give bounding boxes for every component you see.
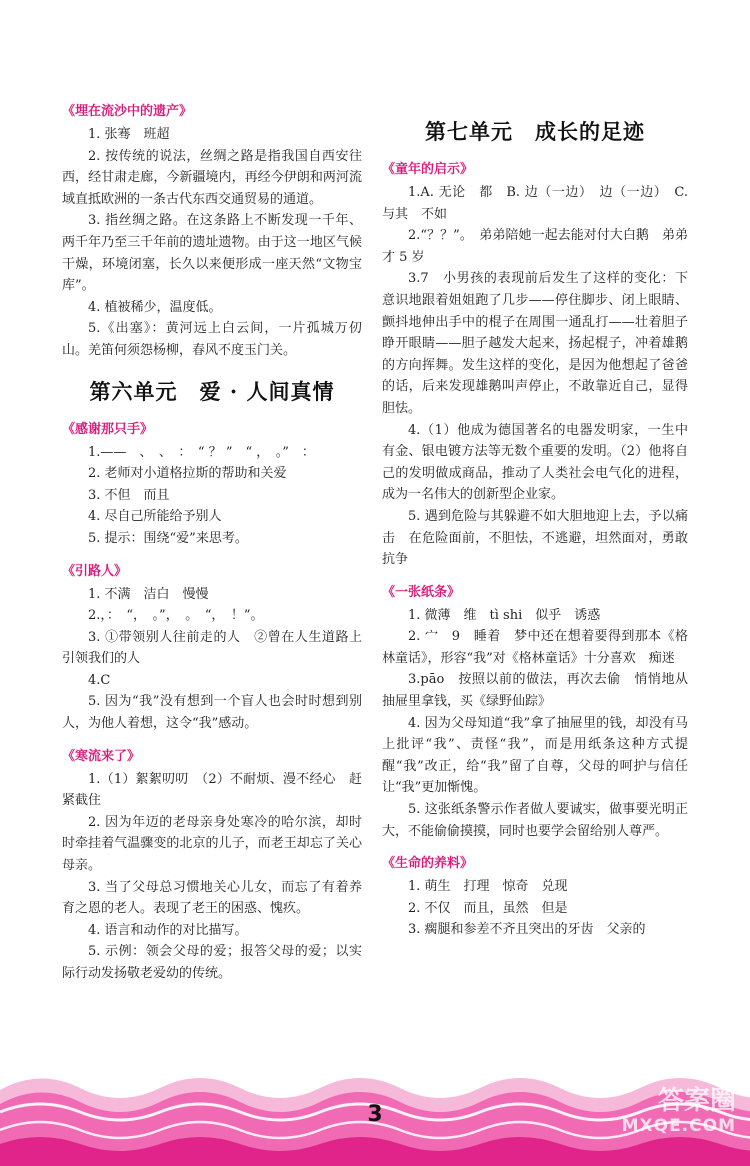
answer-line: 2. 宀 9 睡着 梦中还在想着要得到那本《格林童话》，形容“我”对《格林童话》十分喜欢 痴迷 [382, 629, 688, 666]
answer-line: 4. 植被稀少，温度低。 [88, 299, 222, 315]
answer-line: 1.（1）絮絮叨叨 （2）不耐烦、漫不经心 赶紧截住 [62, 771, 362, 809]
answer-line: 1. 萌生 打理 惊奇 兑现 [408, 879, 568, 895]
section-title: 《一张纸条》 [382, 584, 461, 600]
answer-line: 5. 提示：围绕“爱”来思考。 [88, 530, 248, 546]
answer-line: 1. 张骞 班超 [88, 127, 170, 142]
section-title: 《感谢那只手》 [62, 421, 154, 437]
answer-line: 3.pāo 按照以前的做法，再次去偷 悄悄地从抽屉里拿钱，买《绿野仙踪》 [382, 672, 688, 710]
answer-line: 5.《出塞》：黄河远上白云间，一片孤城万仞山。羌笛何须怨杨柳，春风不度玉门关。 [62, 321, 362, 358]
section-title: 《埋在流沙中的遗产》 [62, 104, 193, 119]
answer-line: 4.C [88, 672, 111, 688]
answer-line: 4. 语言和动作的对比描写。 [88, 922, 248, 938]
page-number: 3 [367, 1102, 383, 1127]
unit-heading: 第七单元 成长的足迹 [425, 119, 645, 144]
answer-line: 2. 因为年迈的老母亲身处寒冷的哈尔滨，却时时牵挂着气温骤变的北京的儿子，而老王却忘了关心母亲。 [62, 814, 362, 874]
answer-line: 3. 不但 而且 [88, 487, 170, 503]
section-title: 《童年的启示》 [382, 162, 474, 177]
unit-heading: 第六单元 爱 · 人间真情 [89, 378, 335, 404]
answer-line: 4. 因为父母知道“我”拿了抽屉里的钱，却没有马上批评“我”、责怪“我”，而是用纸条这种方式提醒“我”改正，给“我”留了自尊，父母的呵护与信任让“我”更加惭愧。 [382, 715, 688, 796]
section-title: 《引路人》 [62, 563, 128, 579]
answer-line: 3. 当了父母总习惯地关心儿女，而忘了有着养育之恩的老人。表现了老王的困惑、愧疚。 [62, 879, 362, 917]
answer-line: 3. 瘸腿和参差不齐且突出的牙齿 父亲的 [408, 922, 646, 938]
watermark-url: MXQE.COM [621, 1116, 736, 1136]
section-gap [382, 571, 688, 583]
answer-line: 5. 这张纸条警示作者做人要诚实，做事要光明正大，不能偷偷摸摸，同时也要学会留给别人尊严。 [382, 802, 688, 839]
section-gap [62, 735, 362, 747]
section-gap [62, 550, 362, 562]
answer-line: 1.—— 、 、 ： “ ？ ” “ ， 。” ： [88, 444, 315, 460]
answer-line: 3. 指丝绸之路。在这条路上不断发现一千年、两千年乃至三千年前的遗址遗物。由于这一地区气候干燥，环境闭塞，长久以来便形成一座天然“文物宝库”。 [62, 213, 362, 294]
answer-line: 5. 因为“我”没有想到一个盲人也会时时想到别人，为他人着想，这令“我”感动。 [62, 694, 362, 732]
section-title: 《生命的养料》 [382, 856, 474, 872]
watermark-logo [622, 1086, 736, 1136]
answer-line: 3. ①带领别人往前走的人 ②曾在人生道路上引领我们的人 [62, 629, 362, 667]
left-column [62, 102, 362, 985]
answer-line: 2.，： “， 。”， 。 “， ！”。 [88, 608, 264, 624]
section-title: 《寒流来了》 [62, 748, 141, 764]
answer-line: 1. 不满 洁白 慢慢 [88, 586, 209, 602]
answer-line: 2. 不仅 而且，虽然 但是 [408, 900, 568, 916]
section-gap [382, 842, 688, 854]
answer-line: 4. 尽自己所能给予别人 [88, 509, 222, 525]
watermark-title: 答案圈 [657, 1086, 736, 1116]
right-column [382, 102, 688, 941]
answer-line: 5. 遇到危险与其躲避不如大胆地迎上去，予以痛击 在危险面前，不胆怯，不逃避，坦然面对，勇敢抗争 [382, 508, 688, 568]
answer-line: 2.“？？”。 弟弟陪她一起去能对付大白鹅 弟弟才 5 岁 [382, 228, 688, 265]
answer-line: 1.A. 无论 都 B. 边（一边） 边（一边） C. 与其 不如 [382, 185, 688, 222]
answer-line: 2. 按传统的说法，丝绸之路是指我国自西安往西，经甘肃走廊，今新疆境内，再经今伊朗和两河流域直抵欧洲的一条古代东西交通贸易的通道。 [62, 148, 362, 207]
answer-line: 2. 老师对小道格拉斯的帮助和关爱 [88, 466, 287, 482]
answer-line: 5. 示例：领会父母的爱；报答父母的爱；以实际行动发扬敬老爱幼的传统。 [62, 944, 362, 981]
answer-line: 1. 微薄 维 tì shi 似乎 诱惑 [408, 607, 601, 623]
answer-line: 3.7 小男孩的表现前后发生了这样的变化：下意识地跟着姐姐跑了几步——停住脚步、闭上眼睛、颤抖地伸出手中的棍子在周围一通乱打——壮着胆子睁开眼睛——胆子越发大起来，扬起棍子，冲着雄鹅的方向挥舞。发生这样的变化，是因为他想起了爸爸的话，后来发现雄鹅叫声停止，不敢靠近自己，显得胆怯。 [382, 271, 688, 416]
answer-line: 4.（1）他成为德国著名的电器发明家，一生中有金、银电镀方法等无数个重要的发明。（2）他将自己的发明做成商品，推动了人类社会电气化的进程，成为一名伟大的创新型企业家。 [382, 422, 688, 503]
